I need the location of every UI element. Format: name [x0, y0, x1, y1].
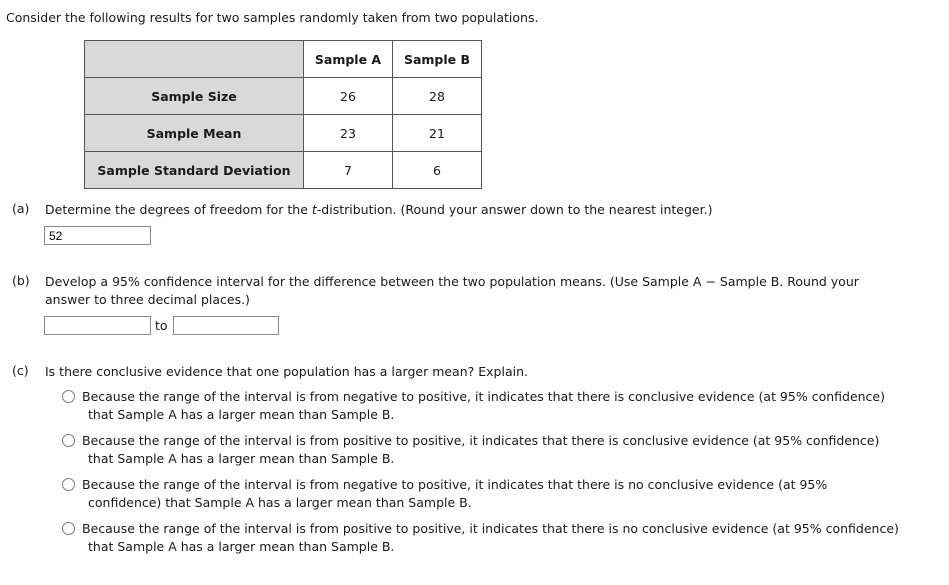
- table-corner-cell: [85, 41, 304, 78]
- part-a-text-after: -distribution. (Round your answer down to the nearest integer.): [316, 202, 713, 217]
- interval-to-label: to: [150, 316, 172, 335]
- option-4-line1: Because the range of the interval is from positive to positive, it indicates that there is no conclusive evidence (at 95% confidence): [82, 521, 899, 536]
- sample-results-table: [84, 40, 482, 189]
- option-2-radio[interactable]: [62, 434, 75, 447]
- option-3-line1: Because the range of the interval is from negative to positive, it indicates that there is no conclusive evidence (at 95%: [82, 477, 828, 492]
- degrees-of-freedom-input[interactable]: 52: [44, 226, 151, 245]
- interval-upper-input[interactable]: [173, 316, 279, 335]
- row-label-sample-size: Sample Size: [85, 78, 304, 115]
- part-b: [12, 273, 932, 313]
- cell-sample-a-std-dev: 7: [304, 152, 393, 189]
- table-row: [85, 78, 482, 115]
- option-4-radio[interactable]: [62, 522, 75, 535]
- part-b-line1: Develop a 95% confidence interval for the difference between the two population means. (Use Sample A − Sample B. Round your: [45, 274, 859, 289]
- row-label-sample-std-dev: Sample Standard Deviation: [85, 152, 304, 189]
- part-b-line2: answer to three decimal places.): [45, 292, 250, 307]
- table-row: [85, 152, 482, 189]
- option-1-line1: Because the range of the interval is from negative to positive, it indicates that there is conclusive evidence (at 95% confidence): [82, 389, 885, 404]
- option-2-line2: that Sample A has a larger mean than Sample B.: [88, 451, 395, 466]
- column-header-sample-a: Sample A: [304, 41, 393, 78]
- option-1-line2: that Sample A has a larger mean than Sample B.: [88, 407, 395, 422]
- cell-sample-a-mean: 23: [304, 115, 393, 152]
- cell-sample-b-std-dev: 6: [393, 152, 482, 189]
- part-c-letter: (c): [12, 363, 29, 378]
- option-4-line2: that Sample A has a larger mean than Sample B.: [88, 539, 395, 554]
- part-a-text-italic: t: [311, 202, 317, 217]
- part-a-question: [45, 201, 712, 219]
- cell-sample-b-mean: 21: [393, 115, 482, 152]
- option-3-line2: confidence) that Sample A has a larger mean than Sample B.: [88, 495, 472, 510]
- cell-sample-a-size: 26: [304, 78, 393, 115]
- column-header-sample-b: Sample B: [393, 41, 482, 78]
- part-b-letter: (b): [12, 273, 30, 288]
- option-3-radio[interactable]: [62, 478, 75, 491]
- option-2-line1: Because the range of the interval is from positive to positive, it indicates that there is conclusive evidence (at 95% confidence): [82, 433, 880, 448]
- table-header-row: [85, 41, 482, 78]
- part-c: [12, 363, 912, 383]
- option-1-radio[interactable]: [62, 390, 75, 403]
- part-a: [12, 201, 912, 221]
- intro-text: Consider the following results for two samples randomly taken from two populations.: [6, 10, 539, 25]
- part-a-text-before: Determine the degrees of freedom for the: [45, 202, 312, 217]
- table-row: [85, 115, 482, 152]
- interval-lower-input[interactable]: [44, 316, 151, 335]
- cell-sample-b-size: 28: [393, 78, 482, 115]
- part-a-letter: (a): [12, 201, 30, 216]
- row-label-sample-mean: Sample Mean: [85, 115, 304, 152]
- part-c-question: Is there conclusive evidence that one population has a larger mean? Explain.: [45, 364, 528, 379]
